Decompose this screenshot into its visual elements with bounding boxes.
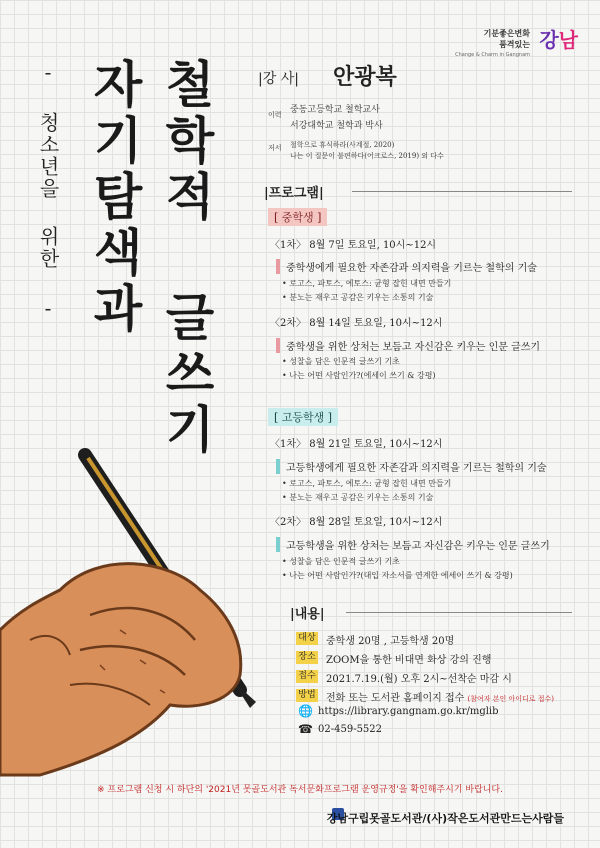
book-2: 나는 이 질문이 불편하다(어크로스, 2019) 외 다수 <box>290 152 444 160</box>
title-subtitle: - 청소년을 위한 - <box>36 60 60 322</box>
bullet-m2b: • 나는 어떤 사람인가?(에세이 쓰기 & 강평) <box>282 371 436 380</box>
logo-slogan: 기분좋은변화 품격있는 <box>483 29 530 49</box>
topic-h1: 고등학생에게 필요한 자존감과 의지력을 기르는 철학의 기술 <box>276 459 547 474</box>
phone-icon: ☎ <box>298 722 313 736</box>
globe-icon: 🌐 <box>298 704 313 718</box>
bullet-h1b: • 분노는 재우고 공감은 키우는 소통의 기술 <box>282 493 434 502</box>
organizer-footer: 강남구립못골도서관/(사)작은도서관만드는사람들 <box>326 812 564 825</box>
title-line-2: 철학적 글쓰기 <box>157 58 216 459</box>
value-target: 중학생 20명 , 고등학생 20명 <box>326 636 455 647</box>
career-1: 중동고등학교 철학교사 <box>290 105 380 115</box>
tag-middle-school: [ 중학생 ] <box>268 208 327 226</box>
session-m2: 〈2차〉 8월 14일 토요일, 10시~12시 <box>270 318 443 329</box>
hand-pen-illustration <box>0 440 330 780</box>
logo-english: Change & Charm in Gangnam <box>455 52 530 58</box>
value-place: ZOOM을 통한 비대면 화상 강의 진행 <box>326 655 492 666</box>
instructor-name: 안광복 <box>333 64 397 90</box>
topic-m2: 중학생을 위한 상처는 보듬고 자신감은 키우는 인문 글쓰기 <box>276 338 540 353</box>
divider <box>352 191 572 192</box>
career-2: 서강대학교 철학과 박사 <box>290 121 383 131</box>
bullet-m2a: • 성찰을 담은 인문적 글쓰기 기초 <box>282 357 400 366</box>
method-note: (참여자 본인 아이디로 접수) <box>467 695 555 703</box>
instructor-label: |강 사| <box>258 71 299 87</box>
program-label: |프로그램| <box>264 186 324 201</box>
content-label: |내용| <box>290 607 325 622</box>
key-method: 방법 <box>296 689 318 702</box>
notice-text: ※ 프로그램 신청 시 하단의 '2021년 못골도서관 독서문화프로그램 운영규정'을 확인해주시기 바랍니다. <box>97 785 503 795</box>
hand-shape <box>0 564 241 775</box>
website-link[interactable]: https://library.gangnam.go.kr/mglib <box>318 706 499 717</box>
bullet-h2a: • 성찰을 담은 인문적 글쓰기 기초 <box>282 557 400 566</box>
bullet-m1a: • 로고스, 파토스, 에토스: 균형 잡힌 내면 만들기 <box>282 279 452 288</box>
bullet-m1b: • 분노는 재우고 공감은 키우는 소통의 기술 <box>282 293 434 302</box>
divider <box>346 612 572 613</box>
book-1: 철학으로 휴식하라(사계절, 2020) <box>290 141 395 149</box>
tag-high-school: [ 고등학생 ] <box>268 408 338 426</box>
key-target: 대상 <box>296 632 318 645</box>
key-place: 장소 <box>296 651 318 664</box>
topic-m1: 중학생에게 필요한 자존감과 의지력을 기르는 철학의 기술 <box>276 259 537 274</box>
phone-number: 02-459-5522 <box>318 724 383 735</box>
logo-mark: 강남 <box>539 28 578 52</box>
topic-h2: 고등학생을 위한 상처는 보듬고 자신감은 키우는 인문 글쓰기 <box>276 537 550 552</box>
key-registration: 접수 <box>296 670 318 683</box>
books-label: 저서 <box>268 144 282 152</box>
bullet-h1a: • 로고스, 파토스, 에토스: 균형 잡힌 내면 만들기 <box>282 479 452 488</box>
session-m1: 〈1차〉 8월 7일 토요일, 10시~12시 <box>270 240 437 251</box>
value-registration: 2021.7.19.(월) 오후 2시~선착순 마감 시 <box>326 674 512 685</box>
value-method: 전화 또는 도서관 홈페이지 접수 (참여자 본인 아이디로 접수) <box>326 693 555 704</box>
session-h2: 〈2차〉 8월 28일 토요일, 10시~12시 <box>270 517 443 528</box>
bullet-h2b: • 나는 어떤 사람인가?(대입 자소서를 연계한 에세이 쓰기 & 강평) <box>282 571 513 580</box>
career-label: 이력 <box>268 111 282 119</box>
session-h1: 〈1차〉 8월 21일 토요일, 10시~12시 <box>270 439 443 450</box>
title-line-1: 자기탐색과 <box>85 58 144 338</box>
gangnam-logo <box>428 22 578 72</box>
